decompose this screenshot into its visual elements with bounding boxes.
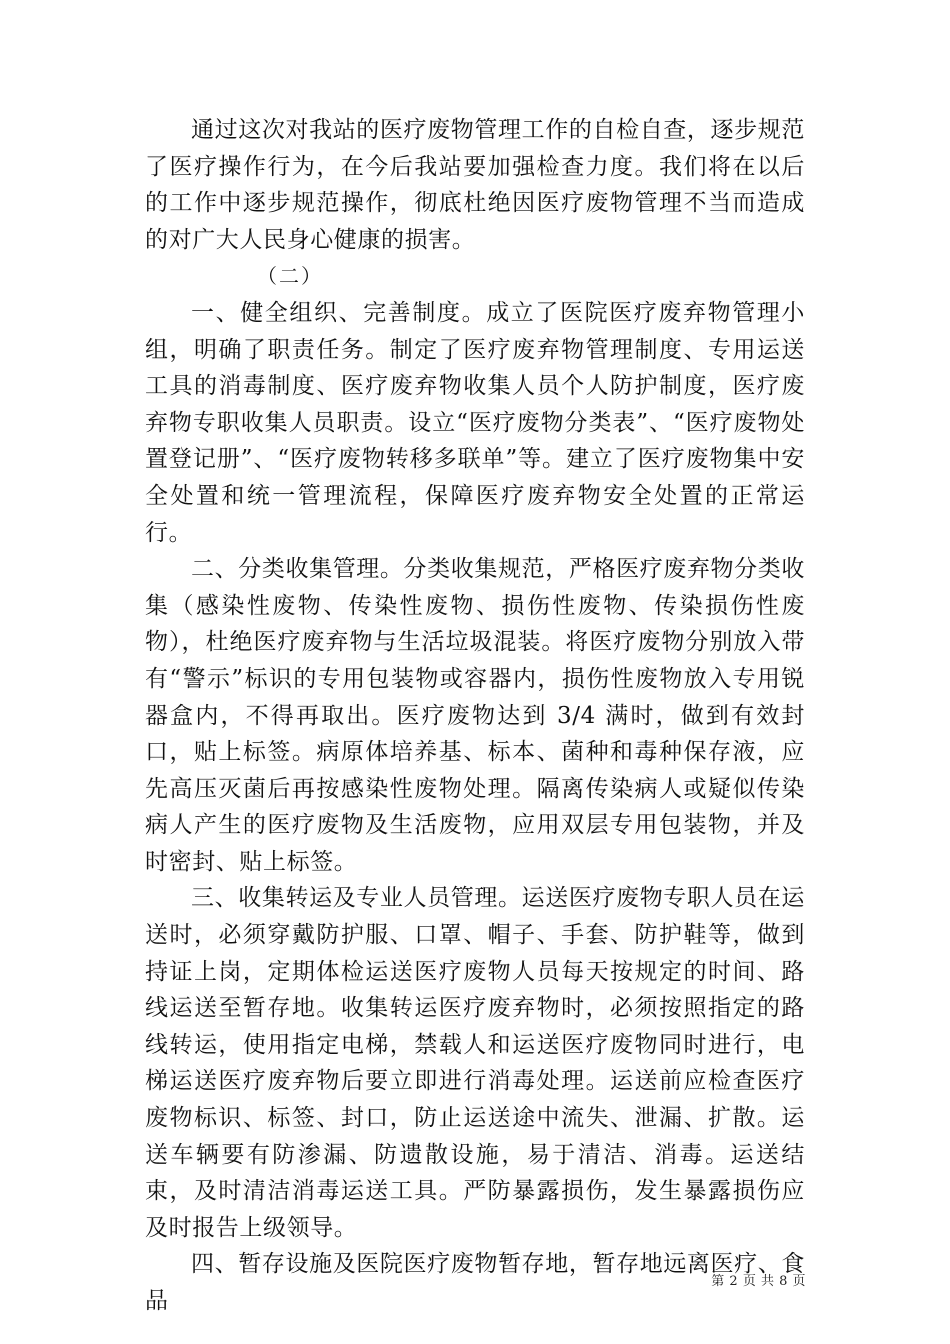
paragraph-transport: 三、收集转运及专业人员管理。运送医疗废物专职人员在运送时，必须穿戴防护服、口罩、帽子、手套、防护鞋等，做到持证上岗，定期体检运送医疗废物人员每天按规定的时间、路线运送至暂存地。收集转运医疗废弃物时，必须按照指定的路线转运，使用指定电梯，禁载人和运送医疗废物同时进行，电梯运送医疗废弃物后要立即进行消毒处理。运送前应检查医疗废物标识、标签、封口，防止运送途中流失、泄漏、扩散。运送车辆要有防渗漏、防遗散设施，易于清洁、消毒。运送结束，及时清洁消毒运送工具。严防暴露损伤，发生暴露损伤应及时报告上级领导。 [145, 885, 805, 1241]
paragraph-conclusion: 通过这次对我站的医疗废物管理工作的自检自查，逐步规范了医疗操作行为，在今后我站要加强检查力度。我们将在以后的工作中逐步规范操作，彻底杜绝因医疗废物管理不当而造成的对广大人民身心健康的损害。 [145, 117, 805, 253]
paragraph-storage: 四、暂存设施及医院医疗废物暂存地，暂存地远离医疗、食品 [145, 1251, 805, 1314]
paragraph-classification: 二、分类收集管理。分类收集规范，严格医疗废弃物分类收集（感染性废物、传染性废物、损伤性废物、传染损伤性废物），杜绝医疗废弃物与生活垃圾混装。将医疗废物分别放入带有“警示”标识的专用包装物或容器内，损伤性废物放入专用锐器盒内，不得再取出。医疗废物达到 3/4 满时，做到有效封口，贴上标签。病原体培养基、标本、菌种和毒种保存液，应先高压灭菌后再按感染性废物处理。隔离传染病人或疑似传染病人产生的医疗废物及生活废物，应用双层专用包装物，并及时密封、贴上标签。 [145, 556, 805, 875]
document-body [145, 112, 805, 1320]
page-number: 第 2 页 共 8 页 [711, 1274, 806, 1289]
paragraph-organization: 一、健全组织、完善制度。成立了医院医疗废弃物管理小组，明确了职责任务。制定了医疗废弃物管理制度、专用运送工具的消毒制度、医疗废弃物收集人员个人防护制度，医疗废弃物专职收集人员职责。设立“医疗废物分类表”、“医疗废物处置登记册”、“医疗废物转移多联单”等。建立了医疗废物集中安全处置和统一管理流程，保障医疗废弃物安全处置的正常运行。 [145, 299, 805, 546]
section-heading-2: （二） [257, 264, 323, 289]
